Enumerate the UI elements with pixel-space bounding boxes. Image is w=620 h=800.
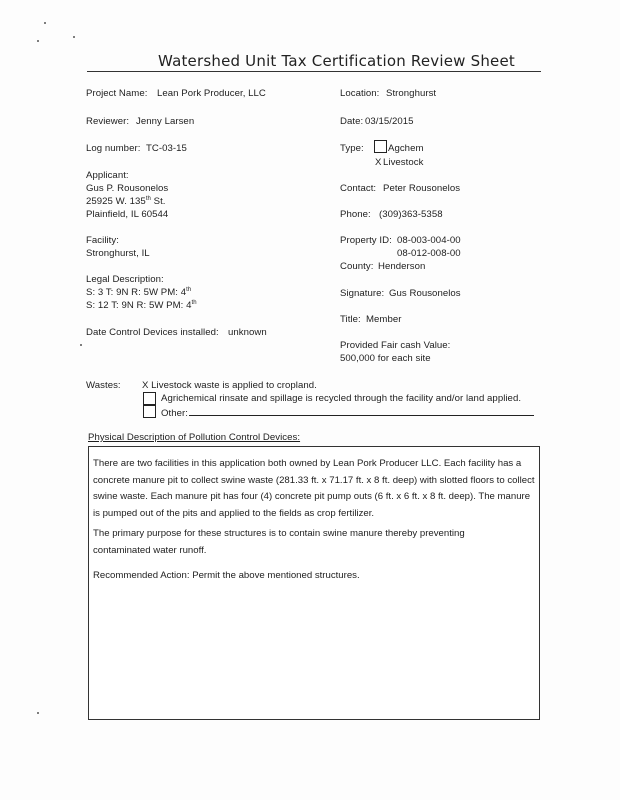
livestock-option-label: Livestock (383, 157, 424, 168)
property-id-value-2: 08-012-008-00 (397, 248, 461, 259)
county-label: County: (340, 261, 374, 272)
agchem-checkbox[interactable] (374, 140, 387, 153)
title-value: Member (366, 314, 402, 325)
reviewer-label: Reviewer: (86, 116, 130, 127)
title-underline (87, 71, 541, 72)
type-label: Type: (340, 143, 364, 154)
log-number-label: Log number: (86, 143, 141, 154)
other-waste-checkbox[interactable] (143, 405, 156, 418)
contact-label: Contact: (340, 183, 377, 194)
phone-label: Phone: (340, 209, 371, 220)
scan-speck (73, 36, 75, 38)
contact-value: Peter Rousonelos (383, 183, 461, 194)
facility-value: Stronghurst, IL (86, 248, 150, 259)
wastes-option-3: Other: (161, 406, 534, 419)
signature-value: Gus Rousonelos (389, 288, 461, 299)
legal-description-line-1: S: 3 T: 9N R: 5W PM: 4th (86, 287, 192, 298)
project-name-label: Project Name: (86, 88, 148, 99)
description-paragraph-3: Recommended Action: Permit the above mentioned structures. (93, 570, 360, 581)
date-installed-value: unknown (228, 327, 267, 338)
date-installed-label: Date Control Devices installed: (86, 327, 219, 338)
fair-cash-label: Provided Fair cash Value: (340, 340, 451, 351)
physical-description-heading: Physical Description of Pollution Control Devices: (88, 432, 301, 443)
scan-speck (37, 40, 39, 42)
applicant-label: Applicant: (86, 170, 129, 181)
property-id-value-1: 08-003-004-00 (397, 235, 461, 246)
agrichemical-rinsate-checkbox[interactable] (143, 392, 156, 405)
agchem-option-label: Agchem (388, 143, 424, 154)
phone-value: (309)363-5358 (379, 209, 443, 220)
livestock-mark: X (375, 157, 382, 168)
wastes-option-1-mark: X (142, 380, 149, 391)
date-value: 03/15/2015 (365, 116, 414, 127)
physical-description-box (88, 446, 540, 720)
legal-description-line-2: S: 12 T: 9N R: 5W PM: 4th (86, 300, 197, 311)
scan-speck (44, 22, 46, 24)
applicant-street: 25925 W. 135th St. (86, 196, 166, 207)
other-waste-line[interactable] (189, 406, 534, 416)
signature-label: Signature: (340, 288, 385, 299)
location-value: Stronghurst (386, 88, 437, 99)
wastes-option-1: X Livestock waste is applied to cropland. (142, 380, 317, 391)
description-paragraph-1: There are two facilities in this application both owned by Lean Pork Producer LLC. Each facility has a concrete manure pit to collect swine waste (281.33 ft. x 71.17 ft. x 8 ft. deep) with slotted floors to collect swine waste. Each manure pit has four (4) concrete pit pump outs (6 ft. x 6 ft. x 8 ft. deep). The manure is pumped out of the pits and applied to the fields as crop fertilizer. (93, 458, 535, 519)
log-number-value: TC-03-15 (146, 143, 187, 154)
date-label: Date: (340, 116, 364, 127)
page-title: Watershed Unit Tax Certification Review Sheet (158, 52, 515, 70)
description-paragraph-2: The primary purpose for these structures is to contain swine manure thereby preventing contaminated water runoff. (93, 528, 465, 556)
location-label: Location: (340, 88, 380, 99)
legal-description-label: Legal Description: (86, 274, 164, 285)
scan-speck (37, 712, 39, 714)
county-value: Henderson (378, 261, 426, 272)
wastes-label: Wastes: (86, 380, 121, 391)
applicant-city: Plainfield, IL 60544 (86, 209, 169, 220)
title-label: Title: (340, 314, 361, 325)
wastes-option-2: Agrichemical rinsate and spillage is recycled through the facility and/or land applied. (161, 393, 522, 404)
fair-cash-value: 500,000 for each site (340, 353, 431, 364)
project-name-value: Lean Pork Producer, LLC (157, 88, 266, 99)
property-id-label: Property ID: (340, 235, 392, 246)
scan-speck (80, 344, 82, 346)
facility-label: Facility: (86, 235, 119, 246)
reviewer-value: Jenny Larsen (136, 116, 195, 127)
applicant-name: Gus P. Rousonelos (86, 183, 169, 194)
